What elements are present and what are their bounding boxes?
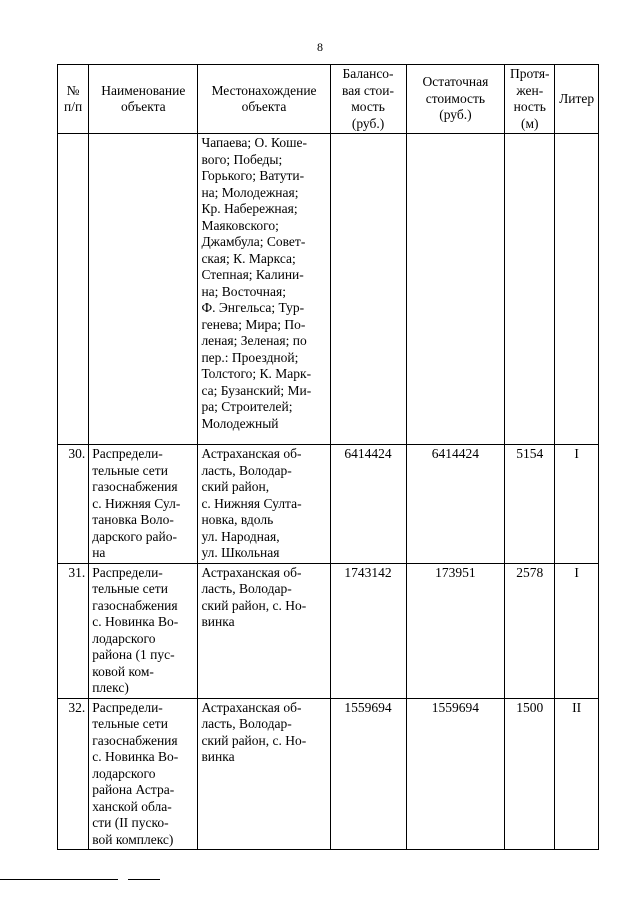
cell-text-line: на: [92, 545, 106, 560]
header-balance: Балансо-вая стои-мость (руб.): [330, 65, 406, 134]
cell-text-line: са; Бузанский; Ми-: [201, 382, 312, 398]
cell-text-line: ский район, с. Но-: [201, 732, 307, 748]
cell-text-line: ласть, Володар-: [201, 581, 292, 596]
cell-text-line: тельные сети: [92, 581, 168, 596]
header-residual: Остаточная стоимость (руб.): [406, 65, 505, 134]
cell-text-line: тельные сети: [92, 716, 168, 731]
header-liter: Литер: [555, 65, 599, 134]
cell-num: 31.: [58, 563, 89, 698]
cell-text-line: газоснабжения: [92, 479, 178, 494]
cell-num: [58, 134, 89, 445]
cell-num: 30.: [58, 445, 89, 564]
cell-text-line: генева; Мира; По-: [201, 316, 306, 332]
cell-text-line: с. Нижняя Сул-: [92, 495, 181, 511]
cell-text-line: Распредели-: [92, 564, 163, 580]
cell-name: [89, 563, 198, 698]
cell-text-line: Маяковского;: [201, 217, 279, 233]
cell-balance: 6414424: [330, 445, 406, 564]
cell-text-line: Астраханская об-: [201, 699, 302, 715]
cell-text-line: Горького; Ватути-: [201, 168, 305, 183]
cell-text-line: леная; Зеленая; по: [201, 333, 307, 348]
cell-text-line: на; Восточная;: [201, 283, 286, 299]
cell-text-line: Ф. Энгельса; Тур-: [201, 300, 305, 315]
cell-text-line: Астраханская об-: [201, 446, 302, 461]
cell-text-line: с. Нижняя Султа-: [201, 495, 302, 511]
header-location: Местонахождение объекта: [198, 65, 330, 134]
cell-balance: 1559694: [330, 698, 406, 850]
property-registry-table: [57, 64, 599, 850]
cell-text-line: Чапаева; О. Коше-: [201, 135, 308, 150]
table-row: [58, 445, 599, 564]
cell-text-line: на; Молодежная;: [201, 184, 299, 200]
cell-length: 1500: [505, 698, 555, 850]
cell-residual: 173951: [406, 563, 505, 698]
cell-length: 5154: [505, 445, 555, 564]
cell-name: [89, 698, 198, 850]
footnote-separator: [0, 879, 160, 880]
cell-length: [505, 134, 555, 445]
cell-location: [198, 445, 330, 564]
cell-liter: [555, 134, 599, 445]
cell-balance: [330, 134, 406, 445]
cell-text-line: газоснабжения: [92, 732, 178, 748]
cell-text-line: ул. Школьная: [201, 545, 280, 560]
cell-text-line: с. Новинка Во-: [92, 614, 179, 629]
cell-text-line: тановка Воло-: [92, 512, 174, 527]
cell-liter: I: [555, 563, 599, 698]
header-name: Наименование объекта: [89, 65, 198, 134]
cell-text-line: сти (II пуско-: [92, 815, 169, 830]
cell-text-line: ласть, Володар-: [201, 716, 292, 731]
cell-text-line: ская; К. Маркса;: [201, 250, 296, 266]
cell-text-line: винка: [201, 749, 235, 764]
cell-text-line: ласть, Володар-: [201, 462, 292, 478]
cell-text-line: с. Новинка Во-: [92, 749, 179, 764]
cell-text-line: ковой ком-: [92, 663, 154, 679]
cell-text-line: Кр. Набережная;: [201, 201, 298, 216]
cell-text-line: новка, вдоль: [201, 512, 274, 527]
cell-text-line: лодарского: [92, 765, 156, 781]
cell-location: [198, 698, 330, 850]
cell-liter: II: [555, 698, 599, 850]
cell-text-line: тельные сети: [92, 462, 168, 478]
table-header-row: [58, 65, 599, 134]
cell-text-line: ул. Народная,: [201, 528, 280, 544]
cell-liter: I: [555, 445, 599, 564]
cell-name: [89, 445, 198, 564]
cell-name: [89, 134, 198, 445]
cell-text-line: дарского райо-: [92, 528, 177, 544]
cell-text-line: Джамбула; Совет-: [201, 234, 306, 249]
cell-text-line: района Астра-: [92, 782, 175, 797]
cell-residual: [406, 134, 505, 445]
cell-text-line: вой комплекс): [92, 831, 174, 847]
cell-text-line: Степная; Калини-: [201, 267, 304, 282]
cell-text-line: Молодежный: [201, 415, 279, 431]
cell-text-line: винка: [201, 614, 235, 629]
cell-text-line: ханской обла-: [92, 798, 172, 814]
cell-text-line: района (1 пус-: [92, 647, 175, 662]
cell-text-line: ский район,: [201, 479, 270, 494]
cell-location: [198, 563, 330, 698]
cell-residual: 6414424: [406, 445, 505, 564]
cell-text-line: Астраханская об-: [201, 564, 302, 580]
cell-text-line: вого; Победы;: [201, 151, 283, 167]
cell-text-line: лодарского: [92, 630, 156, 646]
table-row-continuation: [58, 134, 599, 445]
cell-text-line: газоснабжения: [92, 597, 178, 613]
table-row: [58, 698, 599, 850]
cell-length: 2578: [505, 563, 555, 698]
header-num: № п/п: [58, 65, 89, 134]
cell-text-line: Распредели-: [92, 699, 163, 715]
cell-text-line: Распредели-: [92, 446, 163, 461]
cell-text-line: ра; Строителей;: [201, 399, 293, 414]
cell-text-line: плекс): [92, 680, 129, 695]
cell-residual: 1559694: [406, 698, 505, 850]
cell-text-line: пер.: Проездной;: [201, 349, 299, 365]
cell-balance: 1743142: [330, 563, 406, 698]
cell-location: [198, 134, 330, 445]
page-number: 8: [317, 40, 323, 54]
cell-text-line: Толстого; К. Марк-: [201, 366, 312, 381]
cell-num: 32.: [58, 698, 89, 850]
header-length: Протя-жен-ность (м): [505, 65, 555, 134]
cell-text-line: ский район, с. Но-: [201, 597, 307, 613]
table-row: [58, 563, 599, 698]
